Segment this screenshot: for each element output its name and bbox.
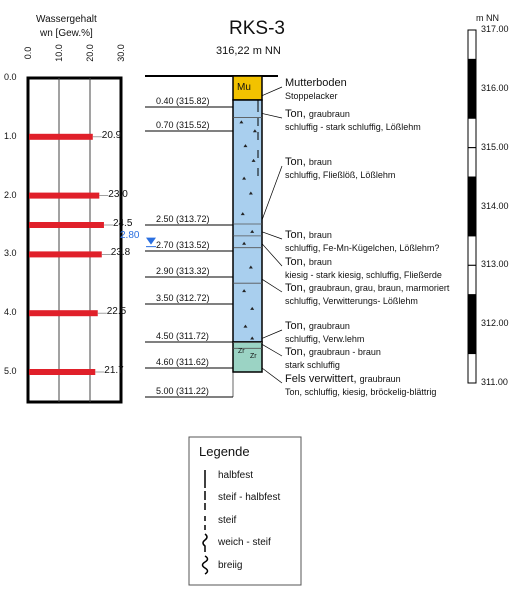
depth-tick-label: 2.0: [4, 189, 17, 200]
scale-segment: [468, 295, 476, 324]
description-leader: [262, 344, 282, 356]
elevation-tick-label: 315.00: [481, 141, 509, 152]
layer-boundary-label: 2.50 (313.72): [156, 214, 210, 224]
scale-segment: [468, 324, 476, 353]
x-tick-label: 30.0: [116, 44, 126, 62]
layer-color: graubraun: [308, 321, 350, 331]
layer-boundary-label: 2.70 (313.52): [156, 240, 210, 250]
layer-color: graubraun - braun: [308, 347, 381, 357]
layer-soil-type: Ton,: [285, 346, 309, 358]
borehole-title: RKS-3: [229, 18, 285, 39]
layer-fels: [233, 342, 262, 372]
depth-tick-label: 3.0: [4, 248, 17, 259]
depth-tick-label: 4.0: [4, 307, 17, 318]
layer-description-line2: Ton, schluffig, kiesig, bröckelig-blättrig: [285, 387, 437, 397]
legend-item-steif: steif: [218, 515, 237, 526]
elevation-tick-label: 316.00: [481, 82, 509, 93]
column-code-zr-2: Zr: [250, 353, 257, 360]
elevation-tick-label: 312.00: [481, 318, 509, 329]
layer-description-line2: schluffig, Fe-Mn-Kügelchen, Lößlehm?: [285, 243, 440, 253]
layer-boundary-label: 5.00 (311.22): [156, 386, 209, 396]
layer-boundary-label: 3.50 (312.72): [156, 293, 210, 303]
water-content-bar: [29, 369, 95, 375]
scale-segment: [468, 354, 476, 383]
scale-segment: [468, 207, 476, 236]
description-leader: [262, 368, 282, 383]
water-content-value: 20.9: [101, 129, 122, 141]
legend-item-breiig: breiig: [218, 560, 243, 571]
groundwater-depth-label: 2.80: [120, 230, 140, 241]
layer-description-line2: schluffig, Fließlöß, Lößlehm: [285, 170, 396, 180]
layer-description-line1: [285, 77, 347, 89]
scale-segment: [468, 118, 476, 147]
groundwater-marker: [146, 238, 156, 247]
description-leader: [262, 113, 282, 118]
layer-color: graubraun: [308, 109, 350, 119]
elevation-scale-bar: [468, 30, 476, 383]
legend-item-halbfest: halbfest: [218, 470, 254, 481]
legend-title: Legende: [199, 444, 250, 459]
layer-color: braun: [308, 157, 332, 167]
column-code-zr-1: Zr: [238, 348, 245, 355]
layer-soil-type: Ton,: [285, 256, 309, 268]
layer-soil-type: Ton,: [285, 229, 309, 241]
description-leader: [262, 87, 282, 96]
elevation-tick-label: 314.00: [481, 200, 509, 211]
description-leader: [262, 232, 282, 239]
scale-segment: [468, 59, 476, 88]
layer-description-line1: [285, 229, 332, 241]
layer-soil-type: Ton,: [285, 108, 309, 120]
water-content-bar: [29, 193, 99, 199]
layer-description-line2: Stoppelacker: [285, 91, 338, 101]
layer-description-line1: [285, 108, 350, 120]
column-code-mu: Mu: [237, 82, 251, 93]
scale-segment: [468, 236, 476, 265]
scale-segment: [468, 177, 476, 206]
legend-item-weich-steif: weich - steif: [218, 537, 271, 548]
water-content-unit: wn [Gew.%]: [40, 28, 93, 39]
x-tick-label: 0.0: [23, 46, 33, 60]
layer-color: graubraun: [359, 374, 401, 384]
layer-description-line1: [285, 320, 350, 332]
legend-item-steif-halbfest: steif - halbfest: [218, 492, 281, 503]
water-content-bar: [29, 222, 104, 228]
water-content-value: 23.8: [110, 247, 131, 259]
water-content-value: 24.5: [112, 218, 133, 229]
layer-description-line1: [285, 346, 381, 358]
layer-description-line2: kiesig - stark kiesig, schluffig, Fließerde: [285, 270, 442, 280]
layer-boundary-label: 4.50 (311.72): [156, 331, 209, 341]
legend-box: [189, 437, 301, 585]
scale-segment: [468, 89, 476, 118]
layer-description-line1: [285, 256, 332, 268]
depth-tick-label: 1.0: [4, 130, 17, 141]
depth-tick-label: 0.0: [4, 72, 17, 82]
water-content-bar: [29, 310, 98, 316]
layer-boundary-label: 2.90 (313.32): [156, 266, 210, 276]
description-leader: [262, 279, 282, 292]
water-content-value: 23.0: [108, 188, 128, 200]
water-content-bar: [29, 134, 93, 140]
layer-soil-type: Mutterboden: [285, 77, 347, 89]
layer-description-line2: schluffig, Verwitterungs- Lößlehm: [285, 296, 418, 306]
layer-soil-type: Ton,: [285, 320, 309, 332]
layer-color: graubraun, grau, braun, marmoriert: [308, 283, 450, 293]
description-leader: [262, 330, 282, 338]
scale-segment: [468, 265, 476, 294]
layer-boundary-label: 0.40 (315.82): [156, 96, 210, 106]
layer-soil-type: Ton,: [285, 282, 309, 294]
elevation-tick-label: 317.00: [481, 24, 509, 34]
depth-tick-label: 5.0: [4, 366, 17, 376]
x-tick-label: 20.0: [85, 44, 95, 62]
layer-description-line2: schluffig - stark schluffig, Lößlehm: [285, 122, 421, 132]
scale-segment: [468, 148, 476, 177]
layer-boundary-label: 4.60 (311.62): [156, 357, 209, 367]
elevation-tick-label: 311.00: [481, 377, 508, 387]
layer-soil-type: Ton,: [285, 156, 309, 168]
layer-color: braun: [308, 257, 332, 267]
groundwater-triangle: [146, 238, 156, 245]
borehole-elevation: 316,22 m NN: [216, 45, 281, 57]
description-leader: [262, 244, 282, 266]
x-tick-label: 10.0: [54, 44, 64, 62]
water-content-value: 21.7: [104, 365, 124, 376]
layer-description-line1: [285, 156, 332, 168]
water-content-bar: [29, 251, 102, 257]
layer-description-line2: stark schluffig: [285, 360, 340, 370]
elevation-scale-unit: m NN: [476, 13, 499, 23]
scale-segment: [468, 30, 476, 59]
layer-soil-type: Fels verwittert,: [285, 373, 360, 385]
layer-description-line1: [285, 282, 449, 294]
layer-description-line2: schluffig, Verw.lehm: [285, 334, 365, 344]
layer-boundary-label: 0.70 (315.52): [156, 120, 210, 130]
layer-description-line1: [285, 373, 401, 385]
water-content-title: Wassergehalt: [36, 14, 97, 25]
water-content-value: 22.5: [106, 306, 127, 318]
layer-color: braun: [308, 230, 332, 240]
description-leader: [262, 166, 282, 220]
elevation-tick-label: 313.00: [481, 259, 509, 270]
